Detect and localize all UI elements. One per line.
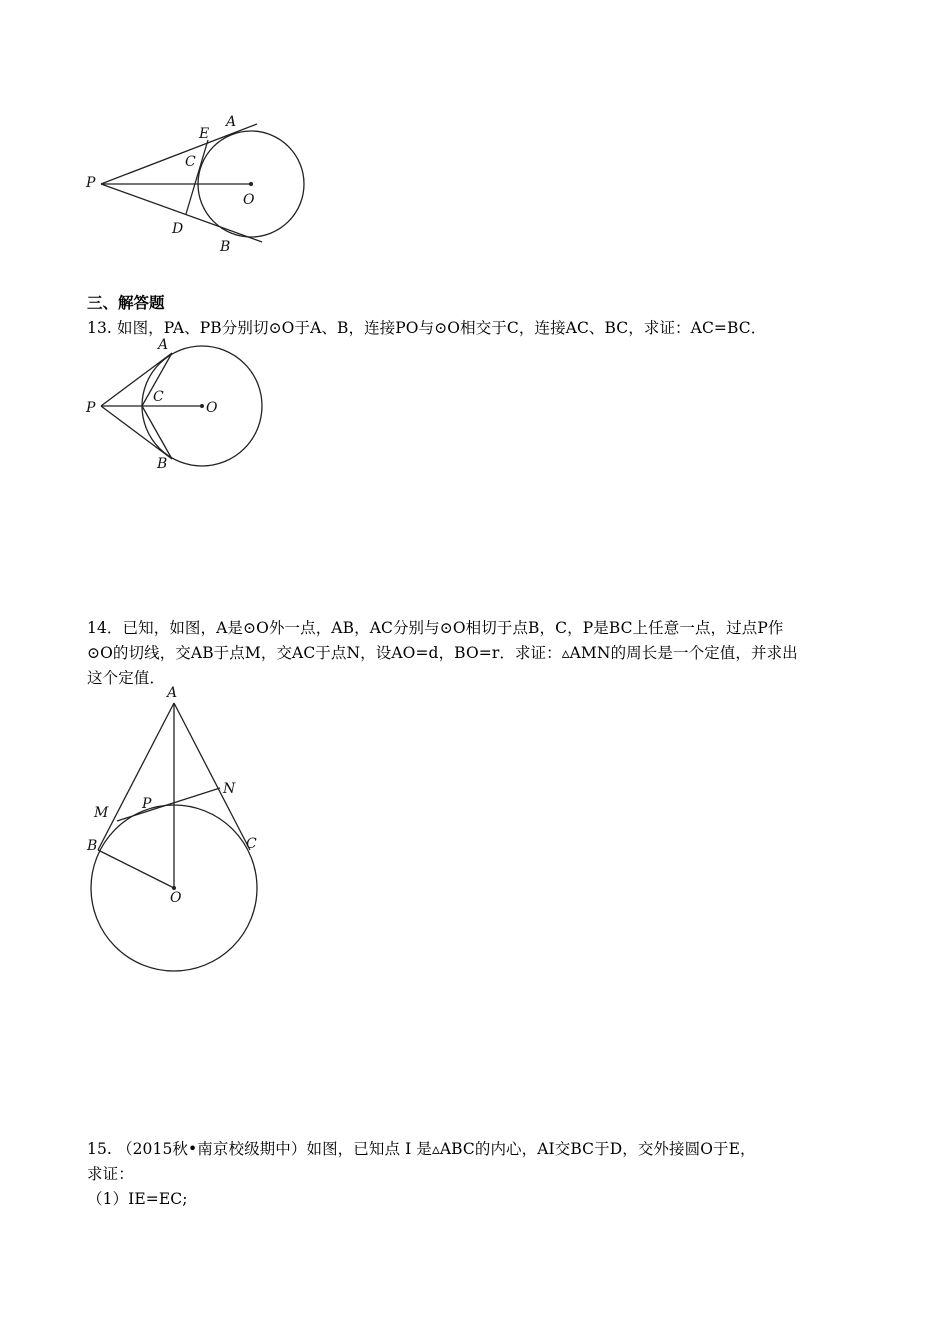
label-o: O (243, 192, 255, 208)
figure-13-svg (0, 330, 950, 480)
figure-question-14 (0, 680, 950, 980)
label-b: B (220, 239, 231, 255)
chord-bc (142, 406, 172, 459)
label-c: C (185, 154, 196, 170)
label-e: E (199, 126, 210, 142)
label-c: C (153, 389, 164, 405)
label-a: A (158, 337, 169, 353)
label-p: P (86, 175, 96, 191)
radius-bo (98, 850, 174, 888)
question-15-line-1: 15. （2015秋•南京校级期中）如图，已知点 I 是▵ABC的内心，AI交BC于D，交外接圆O于E， (87, 1140, 756, 1158)
center-dot (249, 182, 253, 186)
question-14-line-3: 这个定值． (87, 669, 166, 687)
tangent-line-mn (117, 788, 220, 821)
figure-1-svg (0, 0, 950, 290)
label-n: N (223, 781, 236, 797)
question-15-line-2: 求证： (87, 1165, 134, 1183)
label-o: O (170, 890, 182, 906)
label-b: B (157, 456, 168, 472)
label-a: A (226, 114, 237, 130)
label-p: P (86, 400, 96, 416)
tangent-line-ab (98, 703, 174, 850)
label-a: A (167, 685, 178, 701)
label-b: B (87, 838, 98, 854)
tangent-line-pa (101, 124, 257, 184)
label-d: D (172, 221, 184, 237)
center-dot (200, 404, 204, 408)
label-c: C (246, 836, 257, 852)
label-p: P (142, 796, 152, 812)
figure-14-svg (0, 680, 950, 980)
question-14-line-2: ⊙O的切线，交AB于点M，交AC于点N，设AO=d，BO=r．求证：▵AMN的周长是一个定值，并求出 (87, 644, 798, 662)
section-title: 三、解答题 (87, 294, 165, 312)
question-13-text: 13. 如图，PA、PB分别切⊙O于A、B，连接PO与⊙O相交于C，连接AC、BC，求证：AC=BC． (87, 319, 767, 337)
label-m: M (94, 805, 109, 821)
question-15-line-3: （1）IE=EC; (87, 1190, 188, 1208)
tangent-line-ed (186, 140, 208, 214)
figure-tangent-lines-1 (0, 0, 950, 290)
question-14-line-1: 14．已知，如图，A是⊙O外一点，AB，AC分别与⊙O相切于点B，C，P是BC上任意一点，过点P作 (87, 619, 784, 637)
label-o: O (206, 400, 218, 416)
tangent-line-ac (174, 703, 250, 850)
figure-question-13 (0, 330, 950, 480)
tangent-line-pb (101, 406, 172, 459)
